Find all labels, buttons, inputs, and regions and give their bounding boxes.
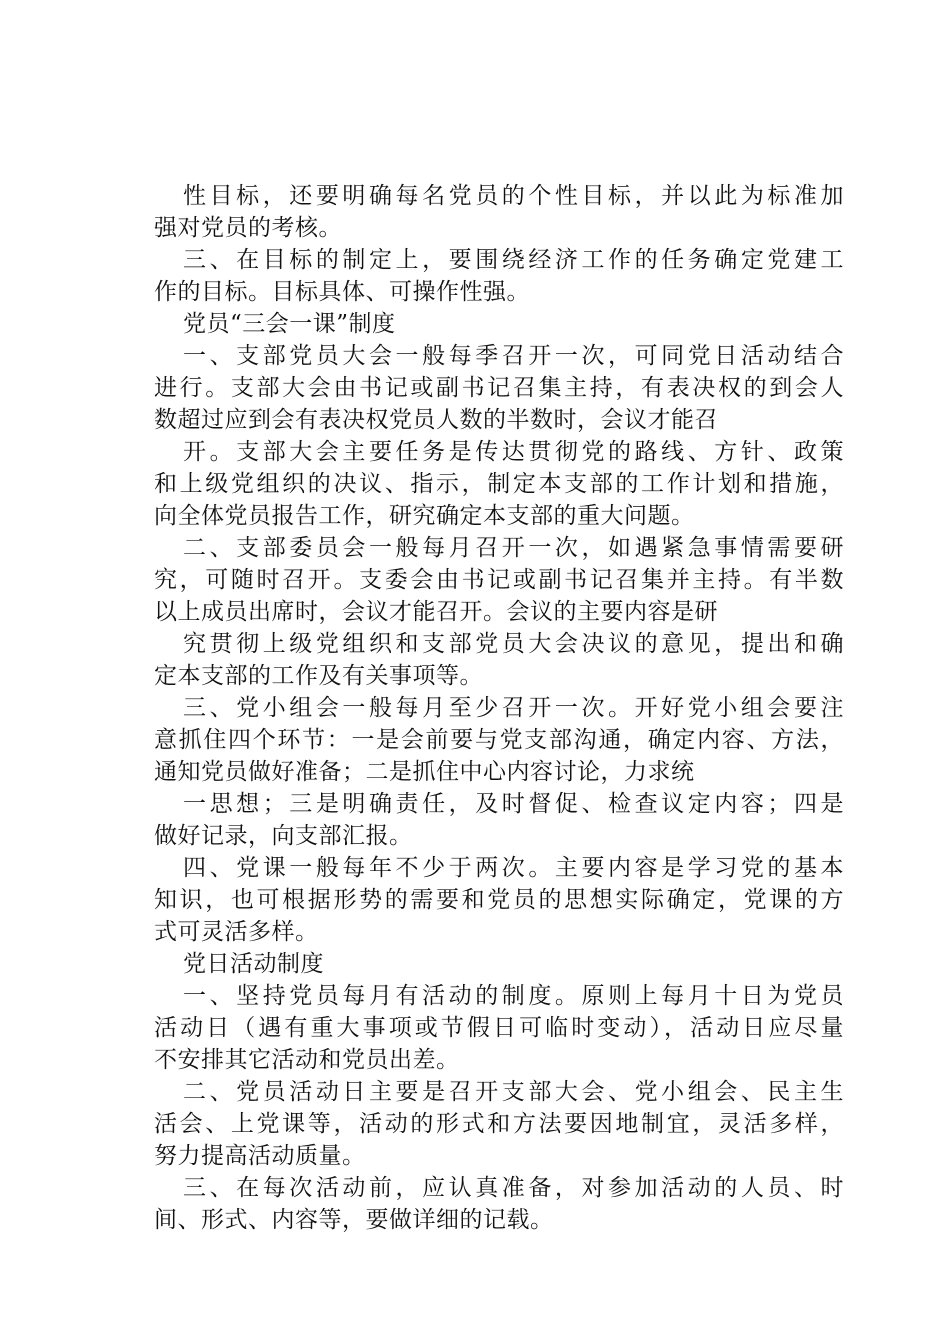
text-line: 一、支部党员大会一般每季召开一次，可同党日活动结合 — [183, 343, 844, 369]
text-line: 究贯彻上级党组织和支部党员大会决议的意见，提出和确 — [183, 631, 844, 657]
text-line: 二、党员活动日主要是召开支部大会、党小组会、民主生 — [183, 1079, 844, 1105]
text-line: 活动日（遇有重大事项或节假日可临时变动），活动日应尽量 — [154, 1015, 844, 1041]
text-line: 强对党员的考核。 — [154, 215, 342, 241]
text-line: 意抓住四个环节：一是会前要与党支部沟通，确定内容、方法， — [154, 727, 844, 753]
text-line: 数超过应到会有表决权党员人数的半数时，会议才能召 — [154, 407, 718, 433]
text-line: 定本支部的工作及有关事项等。 — [154, 663, 483, 689]
text-line: 活会、上党课等，活动的形式和方法要因地制宜，灵活多样， — [154, 1111, 844, 1137]
text-line: 向全体党员报告工作，研究确定本支部的重大问题。 — [154, 503, 695, 529]
text-line: 三、在目标的制定上，要围绕经济工作的任务确定党建工 — [183, 247, 844, 273]
text-line: 三、在每次活动前，应认真准备，对参加活动的人员、时 — [183, 1175, 844, 1201]
text-line: 间、形式、内容等，要做详细的记载。 — [154, 1207, 554, 1233]
text-line: 做好记录，向支部汇报。 — [154, 823, 413, 849]
text-line: 究，可随时召开。支委会由书记或副书记召集并主持。有半数 — [154, 567, 844, 593]
text-line: 性目标，还要明确每名党员的个性目标，并以此为标准加 — [183, 183, 844, 209]
text-line: 式可灵活多样。 — [154, 919, 319, 945]
text-line: 四、党课一般每年不少于两次。主要内容是学习党的基本 — [183, 855, 844, 881]
text-line: 二、支部委员会一般每月召开一次，如遇紧急事情需要研 — [183, 535, 844, 561]
text-line: 通知党员做好准备；二是抓住中心内容讨论，力求统 — [154, 759, 695, 785]
section-heading: 党日活动制度 — [183, 951, 324, 977]
text-line: 知识，也可根据形势的需要和党员的思想实际确定，党课的方 — [154, 887, 844, 913]
text-line: 作的目标。目标具体、可操作性强。 — [154, 279, 530, 305]
section-heading: 党员“三会一课”制度 — [183, 311, 396, 337]
text-line: 不安排其它活动和党员出差。 — [154, 1047, 460, 1073]
text-line: 开。支部大会主要任务是传达贯彻党的路线、方针、政策 — [183, 439, 844, 465]
text-line: 一、坚持党员每月有活动的制度。原则上每月十日为党员 — [183, 983, 844, 1009]
text-line: 和上级党组织的决议、指示，制定本支部的工作计划和措施， — [154, 471, 844, 497]
text-line: 三、党小组会一般每月至少召开一次。开好党小组会要注 — [183, 695, 844, 721]
text-line: 一思想；三是明确责任，及时督促、检查议定内容；四是 — [183, 791, 844, 817]
text-line: 努力提高活动质量。 — [154, 1143, 366, 1169]
text-line: 进行。支部大会由书记或副书记召集主持，有表决权的到会人 — [154, 375, 844, 401]
text-line: 以上成员出席时，会议才能召开。会议的主要内容是研 — [154, 599, 718, 625]
